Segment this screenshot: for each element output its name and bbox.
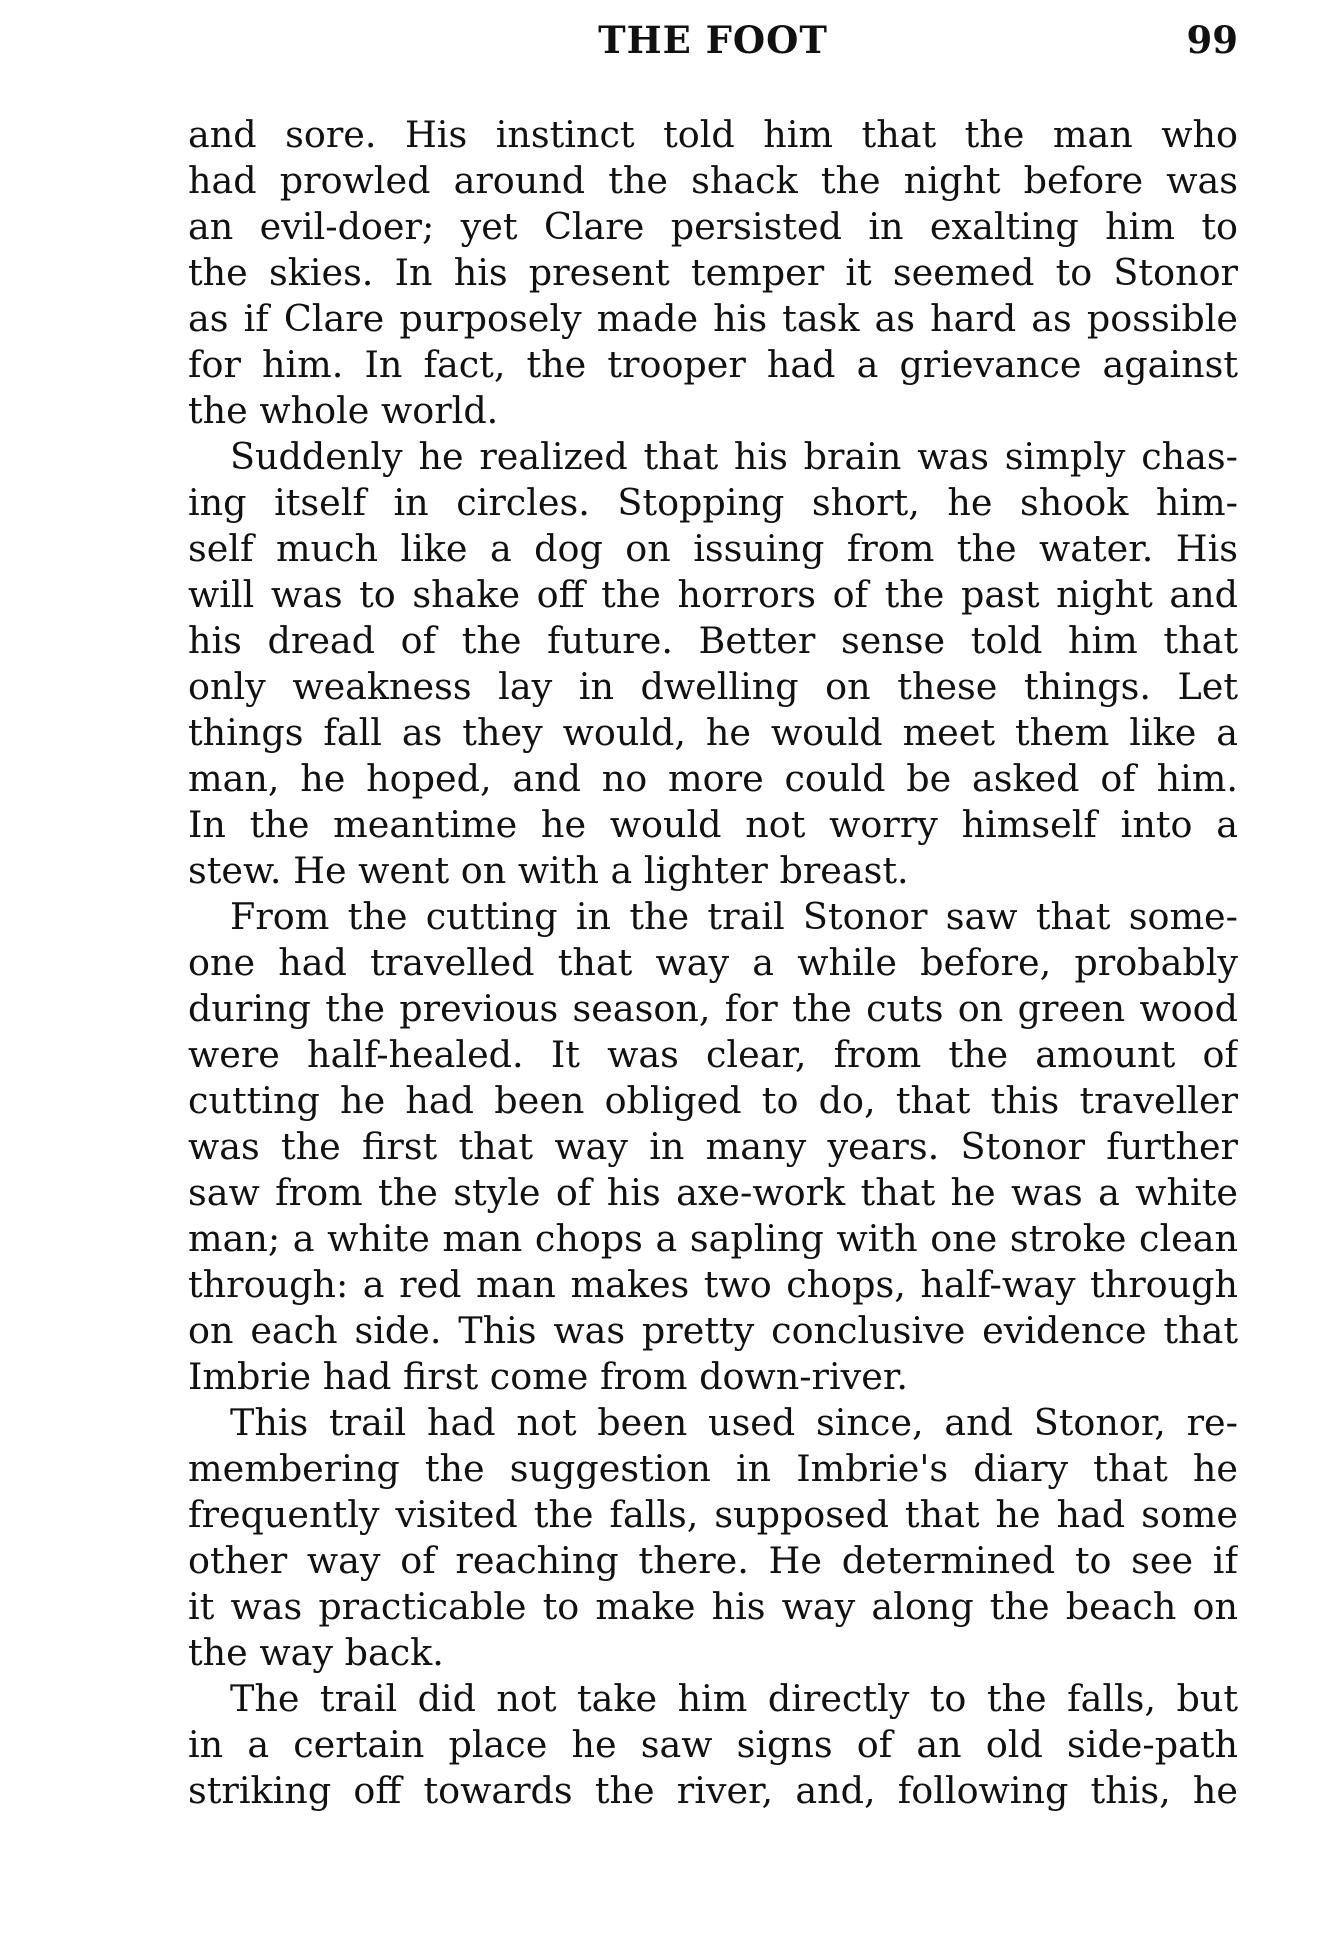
text-line: the way back. — [188, 1631, 444, 1674]
text-line: cutting he had been obliged to do, that this traveller — [188, 1079, 1238, 1122]
running-head — [188, 12, 1238, 68]
text-line: striking off towards the river, and, following this, he — [188, 1769, 1238, 1812]
paragraph — [188, 894, 1238, 1400]
text-line: frequently visited the falls, supposed that he had some — [188, 1493, 1238, 1536]
text-line: his dread of the future. Better sense told him that — [188, 619, 1238, 662]
text-line: and sore. His instinct told him that the man who — [188, 113, 1238, 156]
text-line: only weakness lay in dwelling on these things. Let — [188, 665, 1238, 708]
chapter-title: THE FOOT — [598, 18, 828, 62]
text-line: will was to shake off the horrors of the past night and — [188, 573, 1238, 616]
text-line: Suddenly he realized that his brain was simply chas- — [230, 435, 1238, 478]
text-line: man, he hoped, and no more could be asked of him. — [188, 757, 1238, 800]
text-line: on each side. This was pretty conclusive evidence that — [188, 1309, 1238, 1352]
text-line: things fall as they would, he would meet them like a — [188, 711, 1238, 754]
text-line: were half-healed. It was clear, from the amount of — [188, 1033, 1238, 1076]
paragraph — [188, 1400, 1238, 1676]
text-line: during the previous season, for the cuts on green wood — [188, 987, 1238, 1030]
text-line: From the cutting in the trail Stonor saw that some- — [230, 895, 1238, 938]
text-line: other way of reaching there. He determined to see if — [188, 1539, 1238, 1582]
text-line: had prowled around the shack the night before was — [188, 159, 1238, 202]
body-text — [188, 112, 1238, 1814]
text-line: for him. In fact, the trooper had a grievance against — [188, 343, 1238, 386]
text-line: it was practicable to make his way along the beach on — [188, 1585, 1238, 1628]
text-line: Imbrie had first come from down-river. — [188, 1355, 908, 1398]
page-number: 99 — [1186, 18, 1238, 62]
text-line: saw from the style of his axe-work that he was a white — [188, 1171, 1238, 1214]
text-line: was the first that way in many years. Stonor further — [188, 1125, 1238, 1168]
paragraph — [188, 1676, 1238, 1814]
text-line: ing itself in circles. Stopping short, he shook him- — [188, 481, 1238, 524]
text-line: self much like a dog on issuing from the water. His — [188, 527, 1238, 570]
text-line: man; a white man chops a sapling with one stroke clean — [188, 1217, 1238, 1260]
text-line: This trail had not been used since, and Stonor, re- — [230, 1401, 1238, 1444]
paragraph — [188, 434, 1238, 894]
text-line: stew. He went on with a lighter breast. — [188, 849, 909, 892]
text-line: The trail did not take him directly to the falls, but — [230, 1677, 1238, 1720]
text-line: In the meantime he would not worry himself into a — [188, 803, 1238, 846]
text-line: through: a red man makes two chops, half-way through — [188, 1263, 1238, 1306]
text-line: the skies. In his present temper it seemed to Stonor — [188, 251, 1238, 294]
text-line: an evil-doer; yet Clare persisted in exalting him to — [188, 205, 1238, 248]
text-line: as if Clare purposely made his task as hard as possible — [188, 297, 1238, 340]
text-line: membering the suggestion in Imbrie's diary that he — [188, 1447, 1238, 1490]
text-line: in a certain place he saw signs of an old side-path — [188, 1723, 1238, 1766]
text-line: one had travelled that way a while before, probably — [188, 941, 1238, 984]
text-line: the whole world. — [188, 389, 499, 432]
paragraph — [188, 112, 1238, 434]
